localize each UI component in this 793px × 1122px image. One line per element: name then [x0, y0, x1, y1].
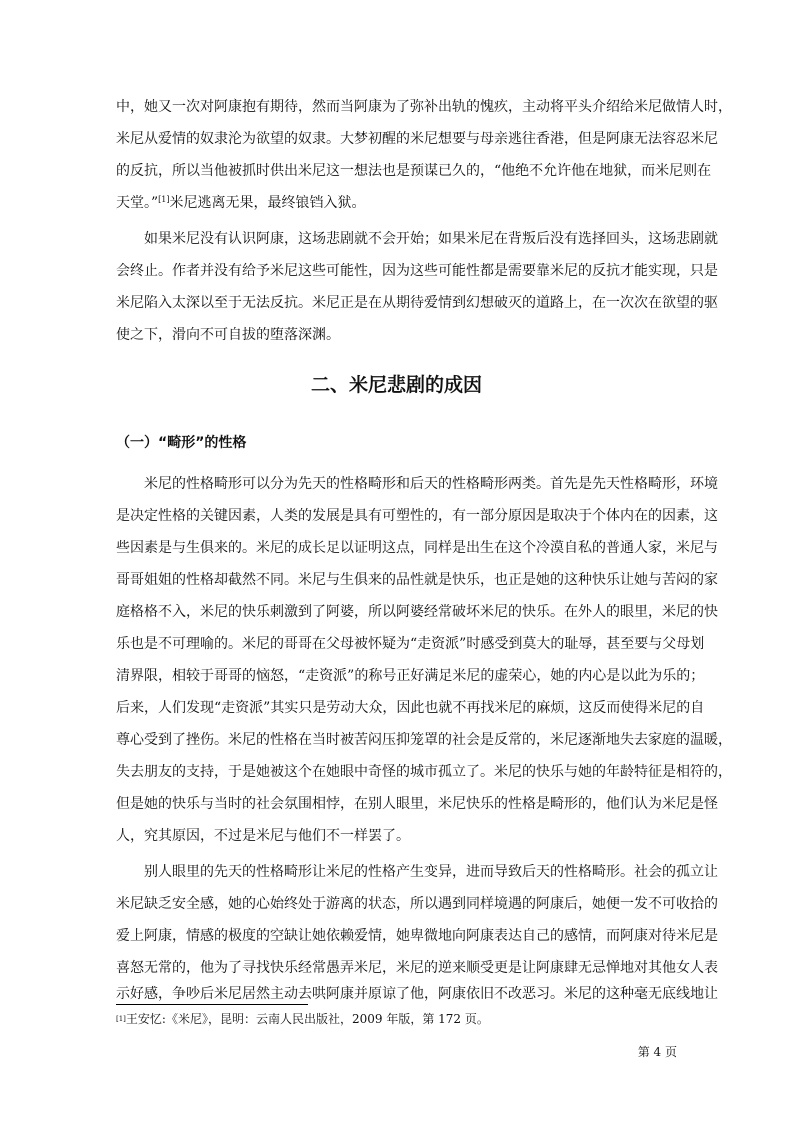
text-line: 会终止。作者并没有给予米尼这些可能性，因为这些可能性都是需要靠米尼的反抗才能实现，只是 [116, 263, 718, 279]
footnote-text: 王安忆:《米尼》，昆明：云南人民出版社，2009 年版，第 172 页。 [125, 1012, 489, 1026]
text-line: 清界限，相较于哥哥的恼怒，“走资派”的称号正好满足米尼的虚荣心，她的内心是以此为乐的； [116, 668, 705, 684]
section-heading: 二、米尼悲剧的成因 [310, 374, 482, 396]
quote-end: 天堂。” [116, 195, 159, 211]
text-line: 些因素是与生俱来的。米尼的成长足以证明这点，同样是出生在这个冷漠自私的普通人家，米尼与 [116, 540, 718, 556]
text-line: 后来，人们发现“走资派”其实只是劳动大众，因此也就不再找米尼的麻烦，这反而使得米尼的自 [116, 700, 705, 716]
subsection-heading: （一）“畸形”的性格 [116, 435, 247, 451]
text-line: 别人眼里的先天的性格畸形让米尼的性格产生变异，进而导致后天的性格畸形。社会的孤立让 [144, 864, 718, 880]
sentence: 米尼逃离无果，最终锒铛入狱。 [169, 195, 366, 211]
text-line: 人，究其原因，不过是米尼与他们不一样罢了。 [116, 828, 410, 844]
footnote-marker: [1] [116, 1015, 126, 1023]
page-number: 第 4 页 [637, 1045, 677, 1059]
footnote-separator [116, 1004, 308, 1005]
text-line: 哥哥姐姐的性格却截然不同。米尼与生俱来的品性就是快乐，也正是她的这种快乐让她与苦闷的家 [116, 572, 718, 588]
text-line: 但是她的快乐与当时的社会氛围相悖，在别人眼里，米尼快乐的性格是畸形的，他们认为米尼是怪 [116, 796, 718, 812]
text-line: 使之下，滑向不可自拔的堕落深渊。 [116, 327, 340, 343]
text-line: 米尼陷入太深以至于无法反抗。米尼正是在从期待爱情到幻想破灭的道路上，在一次次在欲望的驱 [116, 295, 718, 311]
text-line: 庭格格不入，米尼的快乐刺激到了阿婆，所以阿婆经常破坏米尼的快乐。在外人的眼里，米尼的快 [116, 604, 718, 620]
text-line: 尊心受到了挫伤。米尼的性格在当时被苦闷压抑笼罩的社会是反常的，米尼逐渐地失去家庭的温暖， [116, 732, 732, 748]
text-line: 如果米尼没有认识阿康，这场悲剧就不会开始；如果米尼在背叛后没有选择回头，这场悲剧就 [144, 231, 718, 247]
text-line [116, 193, 366, 213]
text-line: 示好感，争吵后米尼居然主动去哄阿康并原谅了他，阿康依旧不改恶习。米尼的这种毫无底线地让 [116, 986, 718, 1002]
text-line: 是决定性格的关键因素，人类的发展是具有可塑性的，有一部分原因是取决于个体内在的因素，这 [116, 508, 718, 524]
text-line: 米尼的性格畸形可以分为先天的性格畸形和后天的性格畸形两类。首先是先天性格畸形，环境 [144, 476, 718, 492]
footnote-reference[interactable]: [1] [158, 195, 170, 204]
text-line: 的反抗，所以当他被抓时供出米尼这一想法也是预谋已久的，“他绝不允许他在地狱，而米尼则在 [116, 163, 712, 179]
text-line: 中，她又一次对阿康抱有期待，然而当阿康为了弥补出轨的愧疚，主动将平头介绍给米尼做情人时， [116, 99, 732, 115]
text-line: 米尼缺乏安全感，她的心始终处于游离的状态，所以遇到同样境遇的阿康后，她便一发不可收拾的 [116, 896, 718, 912]
text-line: 爱上阿康，情感的极度的空缺让她依赖爱情，她卑微地向阿康表达自己的感情，而阿康对待米尼是 [116, 928, 718, 944]
text-line: 乐也是不可理喻的。米尼的哥哥在父母被怀疑为“走资派”时感受到莫大的耻辱，甚至要与父母划 [116, 636, 705, 652]
text-line: 失去朋友的支持，于是她被这个在她眼中奇怪的城市孤立了。米尼的快乐与她的年龄特征是相符的， [116, 764, 732, 780]
text-line: 喜怒无常的，他为了寻找快乐经常愚弄米尼，米尼的逆来顺受更是让阿康肆无忌惮地对其他女人表 [116, 960, 718, 976]
footnote [116, 1011, 489, 1027]
text-line: 米尼从爱情的奴隶沦为欲望的奴隶。大梦初醒的米尼想要与母亲逃往香港，但是阿康无法容忍米尼 [116, 131, 718, 147]
